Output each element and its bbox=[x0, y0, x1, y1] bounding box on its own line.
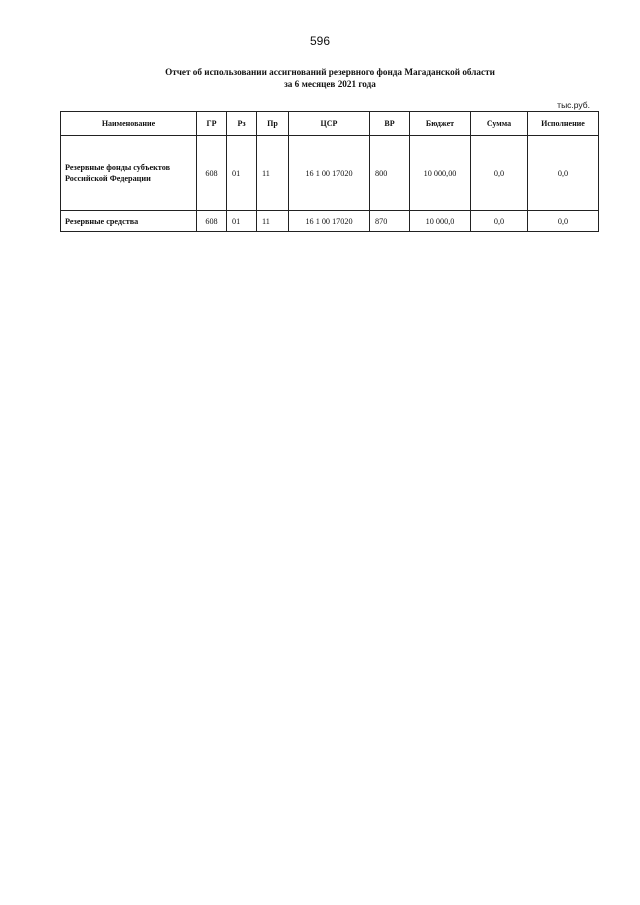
cell-budget: 10 000,0 bbox=[410, 211, 471, 232]
cell-sum: 0,0 bbox=[471, 211, 528, 232]
table-header bbox=[61, 112, 599, 136]
cell-sum: 0,0 bbox=[471, 136, 528, 211]
cell-csr: 16 1 00 17020 bbox=[289, 136, 370, 211]
header-name: Наименование bbox=[61, 112, 197, 136]
table-body bbox=[61, 136, 599, 232]
cell-execution: 0,0 bbox=[528, 136, 599, 211]
cell-pr: 11 bbox=[257, 211, 289, 232]
cell-csr: 16 1 00 17020 bbox=[289, 211, 370, 232]
report-title-line-1: Отчет об использовании ассигнований резервного фонда Магаданской области bbox=[165, 67, 495, 77]
cell-rz: 01 bbox=[227, 136, 257, 211]
header-rz: Рз bbox=[227, 112, 257, 136]
header-gr: ГР bbox=[197, 112, 227, 136]
report-title bbox=[60, 66, 600, 90]
table-row bbox=[61, 211, 599, 232]
cell-pr: 11 bbox=[257, 136, 289, 211]
header-sum: Сумма bbox=[471, 112, 528, 136]
table-row bbox=[61, 136, 599, 211]
units-label: тыс.руб. bbox=[557, 100, 590, 110]
header-row bbox=[61, 112, 599, 136]
cell-name: Резервные фонды субъектов Российской Федерации bbox=[61, 136, 197, 211]
cell-gr: 608 bbox=[197, 136, 227, 211]
cell-budget: 10 000,00 bbox=[410, 136, 471, 211]
cell-name: Резервные средства bbox=[61, 211, 197, 232]
header-vr: ВР bbox=[370, 112, 410, 136]
header-pr: Пр bbox=[257, 112, 289, 136]
cell-execution: 0,0 bbox=[528, 211, 599, 232]
page-number: 596 bbox=[309, 34, 331, 48]
cell-gr: 608 bbox=[197, 211, 227, 232]
cell-vr: 800 bbox=[370, 136, 410, 211]
header-execution: Исполнение bbox=[528, 112, 599, 136]
report-title-line-2: за 6 месяцев 2021 года bbox=[284, 79, 376, 89]
cell-rz: 01 bbox=[227, 211, 257, 232]
header-budget: Бюджет bbox=[410, 112, 471, 136]
cell-vr: 870 bbox=[370, 211, 410, 232]
report-table bbox=[60, 111, 599, 232]
header-csr: ЦСР bbox=[289, 112, 370, 136]
